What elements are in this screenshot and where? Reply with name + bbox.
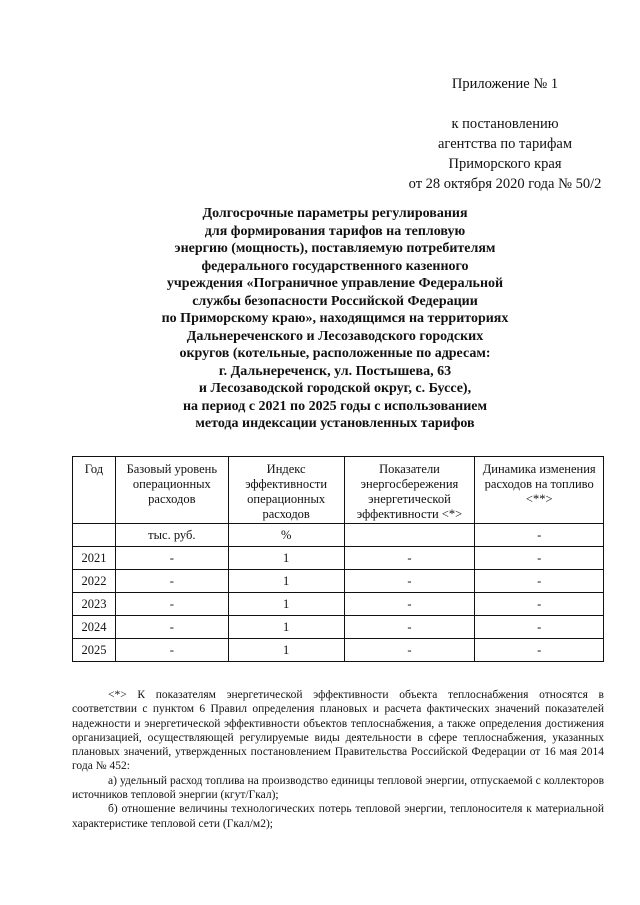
- table-cell: [73, 524, 116, 547]
- table-cell: %: [228, 524, 344, 547]
- appendix-line: от 28 октября 2020 года № 50/2: [408, 176, 602, 192]
- appendix-line: Приморского края: [448, 156, 562, 172]
- table-cell: -: [344, 570, 475, 593]
- table-cell: -: [115, 593, 228, 616]
- table-cell: -: [344, 593, 475, 616]
- heading-line: округов (котельные, расположенные по адресам:: [179, 346, 491, 361]
- table-cell: -: [475, 639, 604, 662]
- heading-line: по Приморскому краю», находящимся на территориях: [161, 311, 509, 326]
- table-cell: 1: [228, 570, 344, 593]
- heading-line: энергию (мощность), поставляемую потребителям: [174, 241, 496, 256]
- footnotes: [72, 688, 604, 831]
- table-cell: -: [115, 547, 228, 570]
- heading-line: г. Дальнереченск, ул. Постышева, 63: [218, 363, 452, 379]
- heading-line: для формирования тарифов на тепловую: [204, 223, 466, 239]
- table-cell: тыс. руб.: [115, 524, 228, 547]
- header-year: Год: [73, 457, 116, 524]
- appendix-block: [400, 74, 610, 194]
- table-cell: -: [115, 570, 228, 593]
- table-row: [73, 570, 604, 593]
- table-cell: 1: [228, 639, 344, 662]
- table-row: [73, 547, 604, 570]
- table-cell: -: [344, 639, 475, 662]
- table-cell: -: [115, 639, 228, 662]
- table-row: [73, 639, 604, 662]
- document-heading: [120, 205, 550, 433]
- heading-line: метода индексации установленных тарифов: [195, 416, 475, 431]
- table-cell: -: [344, 616, 475, 639]
- table-cell: -: [475, 593, 604, 616]
- table-cell: [344, 524, 475, 547]
- table-cell: -: [115, 616, 228, 639]
- table-units-row: [73, 524, 604, 547]
- table-cell: -: [475, 616, 604, 639]
- table-cell: 2025: [73, 639, 116, 662]
- table-cell: 2023: [73, 593, 116, 616]
- appendix-title: Приложение № 1: [451, 76, 559, 92]
- appendix-line: к постановлению: [451, 116, 559, 132]
- header-base-level: Базовый уровень операционных расходов: [115, 457, 228, 524]
- table-cell: -: [475, 524, 604, 547]
- heading-line: федерального государственного казенного: [201, 258, 469, 274]
- table-header-row: [73, 457, 604, 524]
- header-energy-saving: Показатели энергосбережения энергетической эффективности <*>: [344, 457, 475, 524]
- footnote-paragraph: б) отношение величины технологических потерь тепловой энергии, теплоносителя к материальной характеристике тепловой сети (Гкал/м2);: [72, 803, 604, 830]
- table-cell: -: [344, 547, 475, 570]
- heading-line: и Лесозаводской городской округ, с. Буссе),: [198, 381, 472, 396]
- table-row: [73, 616, 604, 639]
- table-cell: 1: [228, 547, 344, 570]
- footnote-paragraph: а) удельный расход топлива на производство единицы тепловой энергии, отпускаемой с коллекторов источников тепловой энергии (кгут/Гкал);: [72, 774, 604, 802]
- table-cell: 2024: [73, 616, 116, 639]
- heading-line: на период с 2021 по 2025 годы с использованием: [182, 398, 488, 414]
- heading-line: Долгосрочные параметры регулирования: [202, 206, 468, 221]
- table-cell: 2021: [73, 547, 116, 570]
- table-cell: -: [475, 570, 604, 593]
- heading-line: службы безопасности Российской Федерации: [192, 293, 478, 309]
- header-fuel-dynamics: Динамика изменения расходов на топливо <**>: [475, 457, 604, 524]
- heading-line: учреждения «Пограничное управление Федеральной: [166, 276, 504, 291]
- table-row: [73, 593, 604, 616]
- table-cell: 2022: [73, 570, 116, 593]
- table-cell: -: [475, 547, 604, 570]
- appendix-line: агентства по тарифам: [438, 136, 572, 152]
- table-cell: 1: [228, 616, 344, 639]
- table-cell: 1: [228, 593, 344, 616]
- header-efficiency-index: Индекс эффективности операционных расходов: [228, 457, 344, 524]
- parameters-table: [72, 456, 604, 662]
- footnote-paragraph: <*> К показателям энергетической эффективности объекта теплоснабжения относятся в соответствии с пунктом 6 Правил определения плановых и расчета фактических значений показателей надежности и энергетической эффективности объектов теплоснабжения, а также определения достижения организацией, осуществляющей регулируемые виды деятельности в сфере теплоснабжения, указанных плановых значений, утвержденных постановлением Правительства Российской Федерации от 16 мая 2014 года № 452:: [72, 689, 604, 773]
- heading-line: Дальнереченского и Лесозаводского городских: [186, 328, 484, 344]
